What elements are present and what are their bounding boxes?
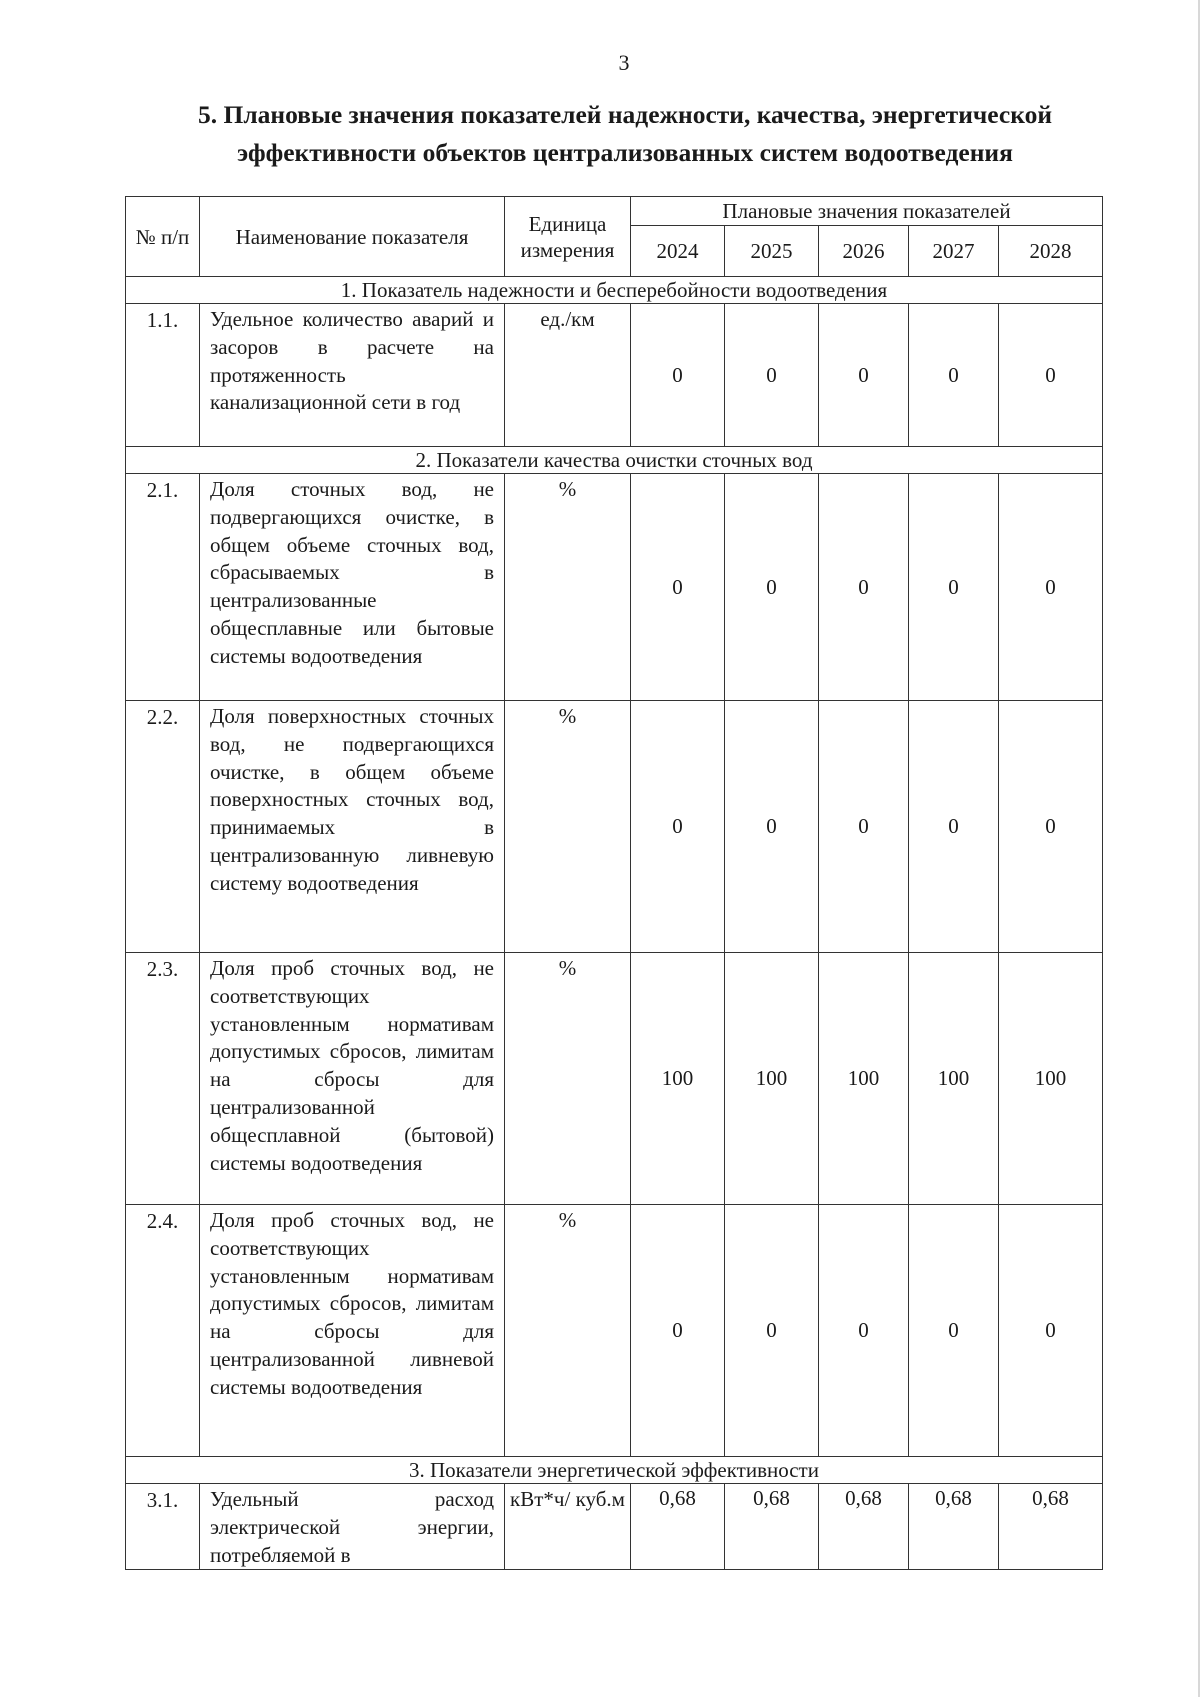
row-name: Доля проб сточных вод, не соответствующих установленным нормативам допустимых сбросов, лимитам на сбросы для централизованной ливневой системы водоотведения xyxy=(200,1205,505,1457)
row-number: 2.1. xyxy=(126,474,200,701)
header-year: 2026 xyxy=(819,226,909,277)
table-row xyxy=(126,701,1103,953)
row-number: 3.1. xyxy=(126,1484,200,1570)
page-title: 5. Плановые значения показателей надежности, качества, энергетической эффективности объектов централизованных систем водоотведения xyxy=(197,100,1053,167)
row-value: 0 xyxy=(819,701,909,953)
row-value: 0 xyxy=(909,474,999,701)
row-value: 100 xyxy=(631,953,725,1205)
section-title: 3. Показатели энергетической эффективности xyxy=(126,1457,1103,1484)
row-number: 2.4. xyxy=(126,1205,200,1457)
row-unit: % xyxy=(505,474,631,701)
row-value: 0 xyxy=(819,1205,909,1457)
row-unit: % xyxy=(505,1205,631,1457)
row-value: 0,68 xyxy=(819,1484,909,1570)
row-value: 0 xyxy=(631,474,725,701)
header-year: 2027 xyxy=(909,226,999,277)
section-title: 2. Показатели качества очистки сточных вод xyxy=(126,447,1103,474)
row-unit: % xyxy=(505,953,631,1205)
table-row xyxy=(126,474,1103,701)
row-name: Доля проб сточных вод, не соответствующих установленным нормативам допустимых сбросов, лимитам на сбросы для централизованной общесплавной (бытовой) системы водоотведения xyxy=(200,953,505,1205)
row-value: 0 xyxy=(819,474,909,701)
row-value: 0,68 xyxy=(999,1484,1103,1570)
row-value: 0 xyxy=(909,701,999,953)
table-row xyxy=(126,953,1103,1205)
table-row xyxy=(126,1484,1103,1570)
row-number: 2.3. xyxy=(126,953,200,1205)
header-year: 2025 xyxy=(725,226,819,277)
row-value: 0 xyxy=(631,1205,725,1457)
row-value: 0 xyxy=(999,1205,1103,1457)
row-value: 0 xyxy=(909,1205,999,1457)
section-row xyxy=(126,447,1103,474)
row-value: 0 xyxy=(999,701,1103,953)
header-row xyxy=(126,197,1103,226)
row-value: 0 xyxy=(725,701,819,953)
header-number: № п/п xyxy=(126,197,200,277)
row-name: Удельное количество аварий и засоров в расчете на протяженность канализационной сети в год xyxy=(200,304,505,447)
row-value: 100 xyxy=(999,953,1103,1205)
row-value: 0 xyxy=(631,701,725,953)
header-year: 2028 xyxy=(999,226,1103,277)
row-value: 0 xyxy=(999,304,1103,447)
row-unit: ед./км xyxy=(505,304,631,447)
row-value: 0 xyxy=(909,304,999,447)
row-name: Доля поверхностных сточных вод, не подвергающихся очистке, в общем объеме поверхностных сточных вод, принимаемых в централизованную ливневую систему водоотведения xyxy=(200,701,505,953)
page-number: 3 xyxy=(618,50,630,75)
header-unit: Единица измерения xyxy=(505,197,631,277)
header-name: Наименование показателя xyxy=(200,197,505,277)
row-value: 0 xyxy=(819,304,909,447)
header-plan: Плановые значения показателей xyxy=(631,197,1103,226)
section-row xyxy=(126,277,1103,304)
indicators-table xyxy=(125,196,1103,1570)
row-value: 0,68 xyxy=(725,1484,819,1570)
row-value: 100 xyxy=(725,953,819,1205)
row-number: 2.2. xyxy=(126,701,200,953)
row-value: 100 xyxy=(819,953,909,1205)
section-title: 1. Показатель надежности и бесперебойности водоотведения xyxy=(126,277,1103,304)
row-name: Доля сточных вод, не подвергающихся очистке, в общем объеме сточных вод, сбрасываемых в централизованные общесплавные или бытовые системы водоотведения xyxy=(200,474,505,701)
row-unit: кВт*ч/ куб.м xyxy=(505,1484,631,1570)
row-value: 0,68 xyxy=(909,1484,999,1570)
table-row xyxy=(126,304,1103,447)
row-value: 0 xyxy=(725,474,819,701)
header-year: 2024 xyxy=(631,226,725,277)
row-value: 0 xyxy=(631,304,725,447)
row-number: 1.1. xyxy=(126,304,200,447)
row-value: 0 xyxy=(999,474,1103,701)
row-value: 0 xyxy=(725,304,819,447)
row-value: 0 xyxy=(725,1205,819,1457)
row-name: Удельный расход электрической энергии, потребляемой в xyxy=(200,1484,505,1570)
row-value: 100 xyxy=(909,953,999,1205)
section-row xyxy=(126,1457,1103,1484)
table-row xyxy=(126,1205,1103,1457)
row-value: 0,68 xyxy=(631,1484,725,1570)
row-unit: % xyxy=(505,701,631,953)
